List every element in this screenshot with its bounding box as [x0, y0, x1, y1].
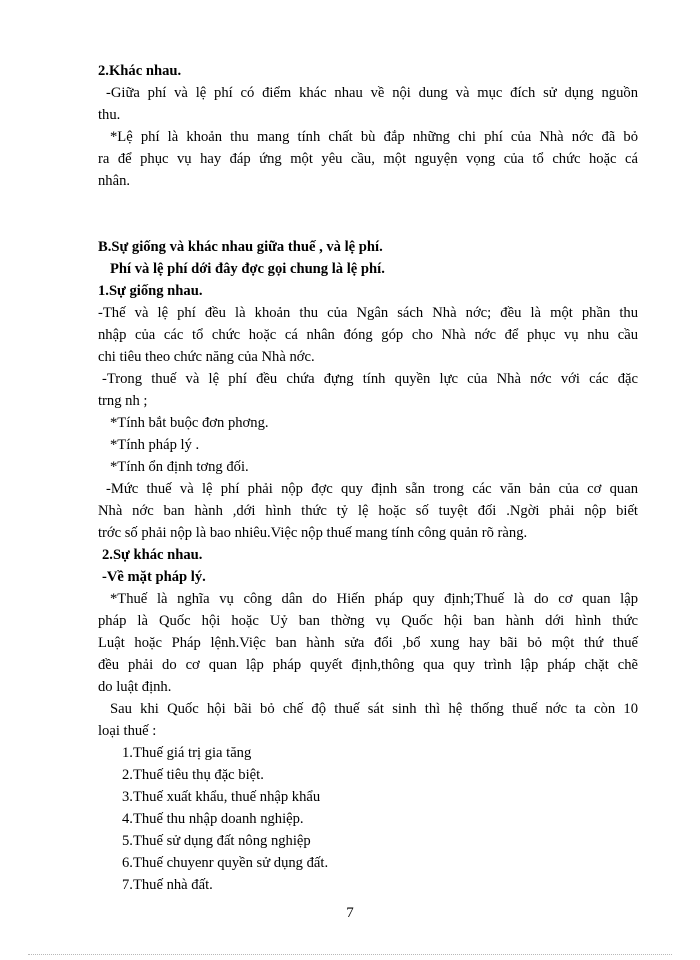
- feature-item: *Tính ổn định tơng đối.: [110, 459, 249, 475]
- section-2-heading: 2.Khác nhau.: [98, 63, 182, 79]
- differences-heading: 2.Sự khác nhau.: [102, 547, 203, 563]
- text-line: Luật hoặc Pháp lệnh.Việc ban hành sửa đổi ,bổ xung hay bãi bỏ một thứ thuế: [98, 635, 638, 651]
- tax-list-item: 1.Thuế giá trị gia tăng: [122, 745, 252, 761]
- feature-list: [98, 412, 638, 478]
- text-line: Sau khi Quốc hội bãi bỏ chế độ thuế sát sinh thì hệ thống thuế nớc ta còn 10: [110, 701, 638, 717]
- text-line: đều phải do cơ quan lập pháp quyết định,thông qua quy trình lập pháp chặt chẽ: [98, 657, 638, 673]
- page-number: 7: [346, 905, 354, 921]
- text-line: chi tiêu theo chức năng của Nhà nớc.: [98, 349, 315, 365]
- text-line: thu.: [98, 107, 121, 123]
- text-line: trng nh ;: [98, 393, 148, 409]
- text-line: nhập của các tổ chức hoặc cá nhân đóng góp cho Nhà nớc để phục vụ nhu cầu: [98, 327, 638, 343]
- section-2-paragraph-2: [98, 126, 638, 192]
- text-line: -Mức thuế và lệ phí phải nộp đợc quy định sẵn trong các văn bản của cơ quan: [106, 481, 638, 497]
- similarities-heading: 1.Sự giống nhau.: [98, 283, 203, 299]
- text-line: -Thế và lệ phí đều là khoản thu của Ngân sách Nhà nớc; đều là một phần thu: [98, 305, 638, 321]
- text-line: nhân.: [98, 173, 131, 189]
- legal-aspect-subheading: -Về mặt pháp lý.: [102, 569, 206, 585]
- tax-list-item: 3.Thuế xuất khẩu, thuế nhập khẩu: [122, 789, 321, 805]
- text-line: do luật định.: [98, 679, 172, 695]
- text-line: -Trong thuế và lệ phí đều chứa đựng tính quyền lực của Nhà nớc với các đặc: [102, 371, 638, 387]
- section-b-heading: B.Sự giống và khác nhau giữa thuế , và lệ phí.: [98, 239, 383, 255]
- tax-list-item: 7.Thuế nhà đất.: [122, 877, 213, 893]
- section-b-subheading: Phí và lệ phí dới đây đợc gọi chung là lệ phí.: [110, 261, 385, 277]
- tax-list-item: 2.Thuế tiêu thụ đặc biệt.: [122, 767, 264, 783]
- text-line: *Thuế là nghĩa vụ công dân do Hiến pháp quy định;Thuế là do cơ quan lập: [110, 591, 638, 607]
- similarities-paragraph-3: [98, 478, 638, 544]
- legal-aspect-paragraph: [98, 588, 638, 698]
- tax-list-item: 5.Thuế sử dụng đất nông nghiệp: [122, 833, 311, 849]
- page-bottom-divider: [28, 954, 672, 955]
- text-line: Nhà nớc ban hành ,dới hình thức tỷ lệ hoặc số tuyệt đối .Ngời phải nộp biết: [98, 503, 638, 519]
- text-line: *Lệ phí là khoản thu mang tính chất bù đắp những chi phí của Nhà nớc đã bỏ: [110, 129, 638, 145]
- text-line: ra để phục vụ hay đáp ứng một yêu cầu, một nguyện vọng của tổ chức hoặc cá: [98, 151, 638, 167]
- tax-system-paragraph: [98, 698, 638, 742]
- text-line: loại thuế :: [98, 723, 157, 739]
- text-line: trớc số phải nộp là bao nhiêu.Việc nộp thuế mang tính công quản rõ ràng.: [98, 525, 528, 541]
- similarities-paragraph-2: [98, 368, 638, 412]
- page-content: [98, 60, 638, 896]
- tax-list-item: 6.Thuế chuyenr quyền sử dụng đất.: [122, 855, 329, 871]
- feature-item: *Tính pháp lý .: [110, 437, 200, 453]
- tax-list: [98, 742, 638, 896]
- section-spacer: [98, 192, 638, 236]
- tax-list-item: 4.Thuế thu nhập doanh nghiệp.: [122, 811, 304, 827]
- feature-item: *Tính bắt buộc đơn phơng.: [110, 415, 269, 431]
- text-line: -Giữa phí và lệ phí có điểm khác nhau về nội dung và mục đích sử dụng nguồn: [106, 85, 638, 101]
- section-2-paragraph-1: [98, 82, 638, 126]
- similarities-paragraph-1: [98, 302, 638, 368]
- text-line: pháp là Quốc hội hoặc Uỷ ban thờng vụ Quốc hội ban hành dới hình thức: [98, 613, 638, 629]
